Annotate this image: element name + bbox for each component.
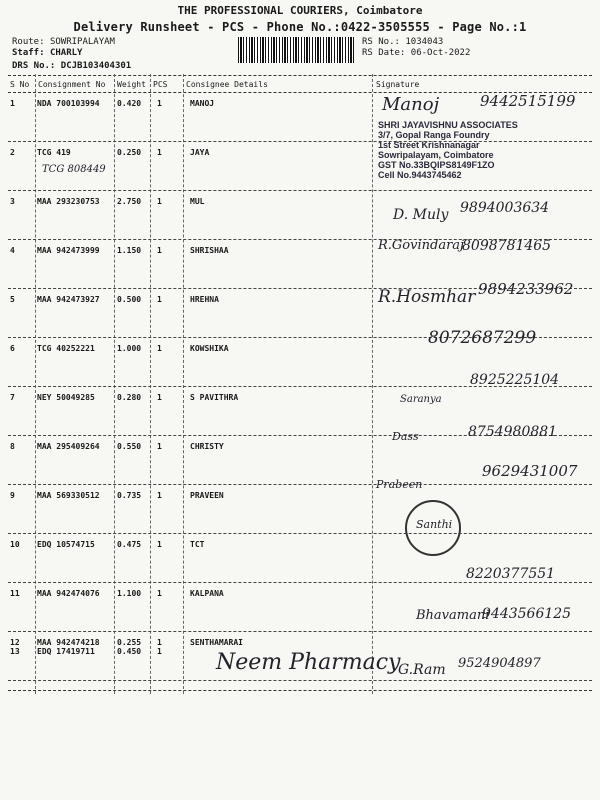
col-head-consignment: Consignment No [38,80,106,89]
row-sno: 8 [10,442,15,451]
row-consignment: TCG 419 [37,148,71,157]
row-sno: 3 [10,197,15,206]
row-consignment: MAA 942474218 [37,638,100,647]
note-row-13: Neem Pharmacy [216,650,401,675]
stamp-line-4: Sowripalayam, Coimbatore [378,150,494,160]
rs-date-value: 06-Oct-2022 [410,48,471,58]
col-head-pcs: PCS [153,80,168,89]
row-sno: 5 [10,295,15,304]
row-pcs: 1 [157,442,162,451]
row-sno: 11 [10,589,20,598]
row-weight: 0.450 [117,647,142,656]
row-sno: 7 [10,393,15,402]
row-consignee: PRAVEEN [190,491,224,500]
stamp-line-2: 3/7, Gopal Ranga Foundry [378,130,490,140]
sign-row-5: R.Hosmhar [378,287,476,307]
row-weight: 0.250 [117,148,142,157]
staff-value: CHARLY [49,48,83,58]
route-label: Route: [12,37,50,47]
phone-row-3: 9894003634 [460,200,550,216]
col-head-sno: S No [10,80,30,89]
table-row [8,485,592,534]
row-consignment: MAA 569330512 [37,491,100,500]
row-pcs: 1 [157,148,162,157]
staff-info [12,48,82,58]
row-pcs: 1 [157,295,162,304]
runsheet-subtitle: Delivery Runsheet - PCS - Phone No.:0422-3505555 - Page No.:1 [73,20,527,34]
phone-row-4: 8098781465 [462,238,552,254]
row-pcs: 1 [157,491,162,500]
drs-label: DRS No.: [12,61,61,71]
row-pcs: 1 [157,638,162,647]
sign-row-4: R.Govindaraj [378,238,465,253]
barcode [238,37,354,63]
row-consignment: MAA 942473999 [37,246,100,255]
stamp-line-5: GST No.33BQIPS8149F1ZO [378,160,495,170]
phone-row-1: 9442515199 [480,92,576,110]
row-consignee: SENTHAMARAI [190,638,243,647]
row-consignee: JAYA [190,148,210,157]
row-weight: 0.550 [117,442,142,451]
row-sno: 1 [10,99,15,108]
row-sno: 4 [10,246,15,255]
row-pcs: 1 [157,589,162,598]
row-pcs: 1 [157,99,162,108]
row-sno: 10 [10,540,20,549]
phone-row-11: 8220377551 [466,566,556,582]
row-weight: 1.000 [117,344,142,353]
sign-row-13: G.Ram [398,662,446,678]
row-pcs: 1 [157,393,162,402]
row-pcs: 1 [157,246,162,255]
col-head-consignee: Consignee Details [186,80,268,89]
sign-row-8: Dass [392,430,419,443]
stamp-line-6: Cell No.9443745462 [378,170,462,180]
row-weight: 0.735 [117,491,142,500]
row-weight: 0.500 [117,295,142,304]
row-weight: 0.475 [117,540,142,549]
row-weight: 1.150 [117,246,142,255]
sign-row-3: D. Muly [393,207,449,223]
col-head-signature: Signature [376,80,420,89]
row-weight: 0.255 [117,638,142,647]
rs-no-label: RS No.: [362,37,406,47]
phone-row-6: 8072687299 [428,328,537,348]
row-consignee: KALPANA [190,589,224,598]
row-pcs: 1 [157,197,162,206]
rs-no-info [362,37,443,47]
phone-row-8: 8754980881 [468,424,558,440]
row-consignee: TCT [190,540,205,549]
row-consignment: MAA 293230753 [37,197,100,206]
rs-date-info [362,48,470,58]
row-pcs: 1 [157,540,162,549]
row-consignment: NDA 700103994 [37,99,100,108]
stamp-line-3: 1st Street Krishnanagar [378,140,480,150]
row-consignment: TCG 40252221 [37,344,95,353]
col-head-weight: Weight [117,80,146,89]
row-consignee: KOWSHIKA [190,344,229,353]
route-info [12,37,115,47]
row-weight: 2.750 [117,197,142,206]
row-consignee: CHRISTY [190,442,224,451]
sign-row-9: Prabeen [376,478,423,491]
row-consignment: EDQ 10574715 [37,540,95,549]
header-divider-top [8,75,592,76]
row-sno: 13 [10,647,20,656]
shop-stamp [378,120,588,188]
row-consignment: MAA 295409264 [37,442,100,451]
company-title: THE PROFESSIONAL COURIERS, Coimbatore [177,4,423,17]
phone-row-9: 9629431007 [482,462,578,480]
row-pcs: 1 [157,344,162,353]
drs-info [12,61,131,71]
row-weight: 0.420 [117,99,142,108]
sign-row-10: Santhi [416,518,453,531]
row-sno: 6 [10,344,15,353]
row-consignment: NEY 50049285 [37,393,95,402]
phone-row-13: 9524904897 [458,656,541,671]
sign-row-12: Bhavamani [416,608,490,623]
drs-value: DCJB103404301 [60,61,132,71]
phone-row-12: 9443566125 [482,606,572,622]
row-consignee: MUL [190,197,205,206]
route-value: SOWRIPALAYAM [49,37,115,47]
staff-label: Staff: [12,48,50,58]
phone-row-5: 9894233962 [478,280,574,298]
row-consignee: MANOJ [190,99,215,108]
row-weight: 0.280 [117,393,142,402]
note-row-2: TCG 808449 [42,164,106,175]
row-sno: 9 [10,491,15,500]
rs-no-value: 1034043 [405,37,444,47]
rs-date-label: RS Date: [362,48,411,58]
sign-row-7: Saranya [400,394,442,405]
stamp-line-1: SHRI JAYAVISHNU ASSOCIATES [378,120,518,130]
row-pcs: 1 [157,647,162,656]
phone-row-7: 8925225104 [470,372,560,388]
row-consignment: MAA 942474076 [37,589,100,598]
row-consignee: S PAVITHRA [190,393,239,402]
row-consignee: HREHNA [190,295,219,304]
row-consignee: SHRISHAA [190,246,229,255]
sign-row-1: Manoj [382,94,440,115]
row-weight: 1.100 [117,589,142,598]
row-consignment: MAA 942473927 [37,295,100,304]
row-consignment: EDQ 17419711 [37,647,95,656]
row-sno: 12 [10,638,20,647]
row-sno: 2 [10,148,15,157]
footer-divider [8,690,592,691]
